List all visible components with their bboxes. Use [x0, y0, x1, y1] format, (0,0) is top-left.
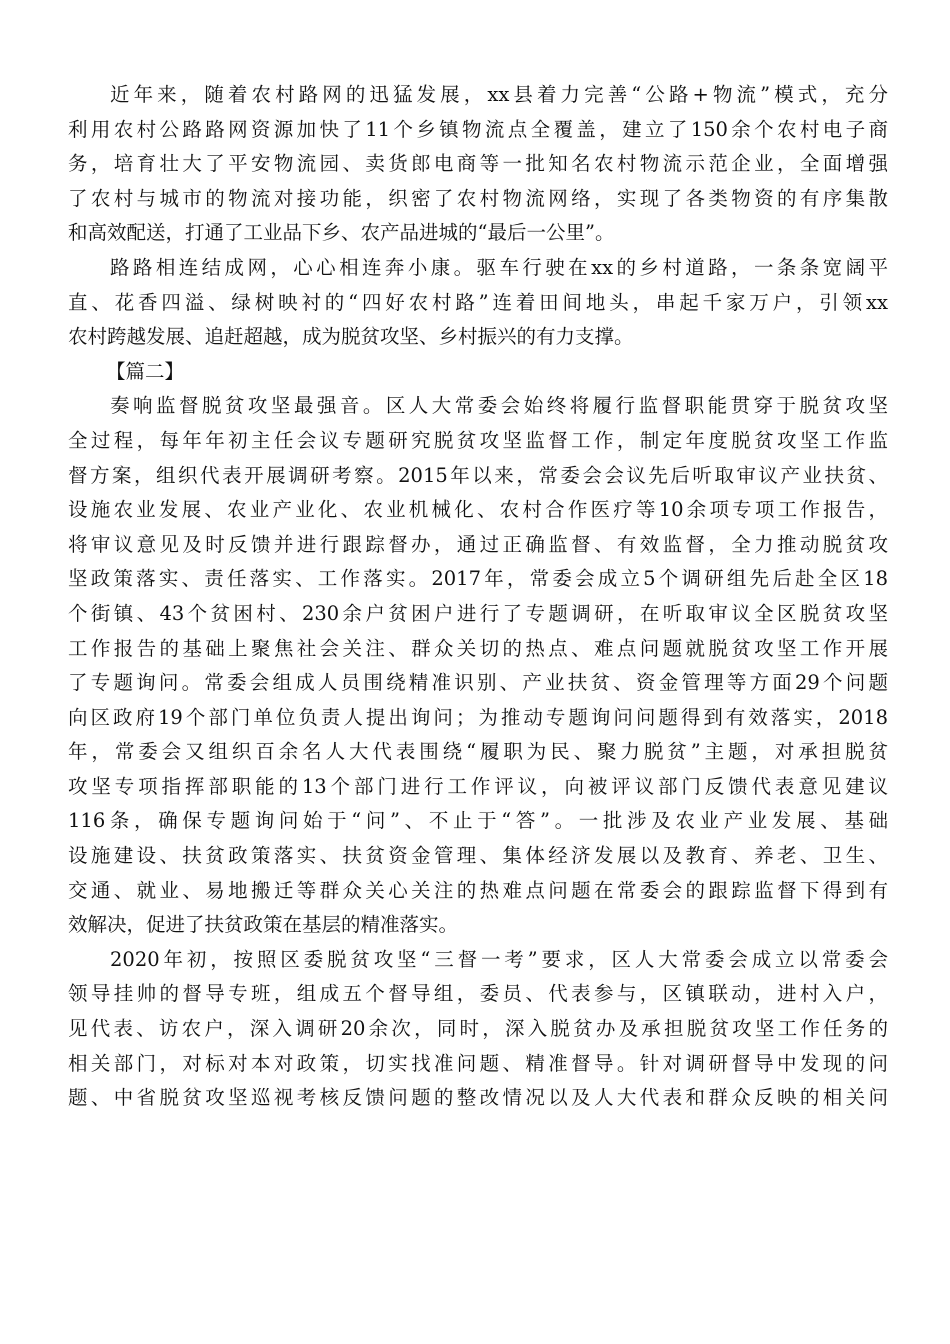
paragraph-4 [68, 943, 888, 1116]
text-line: 工作报告的基础上聚焦社会关注、群众关切的热点、难点问题就脱贫攻坚工作开展 [68, 636, 888, 660]
text-line: 领导挂帅的督导专班，组成五个督导组，委员、代表参与，区镇联动，进村入户， [68, 982, 888, 1006]
text-line: 见代表、访农户，深入调研20余次，同时，深入脱贫办及承担脱贫攻坚工作任务的 [68, 1017, 888, 1041]
text-line: 将审议意见及时反馈并进行跟踪督办，通过正确监督、有效监督，全力推动脱贫攻 [68, 532, 888, 556]
paragraph-2 [68, 251, 888, 355]
section-heading [68, 355, 888, 390]
text-line: 利用农村公路路网资源加快了11个乡镇物流点全覆盖，建立了150余个农村电子商 [68, 117, 888, 141]
text-line: 设施建设、扶贫政策落实、扶贫资金管理、集体经济发展以及教育、养老、卫生、 [68, 844, 888, 868]
text-line: 个街镇、43个贫困村、230余户贫困户进行了专题调研，在听取审议全区脱贫攻坚 [68, 601, 888, 625]
text-line: 了专题询问。常委会组成人员围绕精准识别、产业扶贫、资金管理等方面29个问题 [68, 671, 888, 695]
text-line: 全过程，每年年初主任会议专题研究脱贫攻坚监督工作，制定年度脱贫攻坚工作监 [68, 428, 888, 452]
text-line: 2020年初，按照区委脱贫攻坚“三督一考”要求，区人大常委会成立以常委会 [110, 947, 888, 971]
text-line: 交通、就业、易地搬迁等群众关心关注的热难点问题在常委会的跟踪监督下得到有 [68, 878, 888, 902]
text-line: 和高效配送，打通了工业品下乡、农产品进城的“最后一公里”。 [68, 221, 615, 245]
text-line: 务，培育壮大了平安物流园、卖货郎电商等一批知名农村物流示范企业，全面增强 [68, 152, 888, 176]
text-line: 设施农业发展、农业产业化、农业机械化、农村合作医疗等10余项专项工作报告， [68, 498, 888, 522]
paragraph-1 [68, 78, 888, 251]
text-line: 攻坚专项指挥部职能的13个部门进行工作评议，向被评议部门反馈代表意见建议 [68, 774, 888, 798]
text-line: 奏响监督脱贫攻坚最强音。区人大常委会始终将履行监督职能贯穿于脱贫攻坚 [110, 394, 888, 418]
text-line: 直、花香四溢、绿树映衬的“四好农村路”连着田间地头，串起千家万户，引领xx [68, 290, 888, 314]
section-heading-text: 【篇二】 [106, 359, 185, 383]
text-line: 坚政策落实、责任落实、工作落实。2017年，常委会成立5个调研组先后赴全区18 [68, 567, 888, 591]
paragraph-3 [68, 389, 888, 943]
text-line: 近年来，随着农村路网的迅猛发展，xx县着力完善“公路+物流”模式，充分 [110, 83, 888, 106]
text-line: 路路相连结成网，心心相连奔小康。驱车行驶在xx的乡村道路，一条条宽阔平 [110, 255, 888, 279]
document-page [68, 78, 888, 1116]
text-line: 了农村与城市的物流对接功能，织密了农村物流网络，实现了各类物资的有序集散 [68, 186, 888, 210]
text-line: 相关部门，对标对本对政策，切实找准问题、精准督导。针对调研督导中发现的问 [68, 1051, 888, 1075]
text-line: 农村跨越发展、追赶超越，成为脱贫攻坚、乡村振兴的有力支撑。 [68, 325, 634, 349]
text-line: 题、中省脱贫攻坚巡视考核反馈问题的整改情况以及人大代表和群众反映的相关问 [68, 1086, 888, 1110]
text-line: 督方案，组织代表开展调研考察。2015年以来，常委会会议先后听取审议产业扶贫、 [68, 463, 888, 487]
text-line: 116条，确保专题询问始于“问”、不止于“答”。一批涉及农业产业发展、基础 [68, 809, 888, 833]
text-line: 效解决，促进了扶贫政策在基层的精准落实。 [68, 913, 459, 937]
text-line: 年，常委会又组织百余名人大代表围绕“履职为民、聚力脱贫”主题，对承担脱贫 [68, 740, 888, 764]
text-line: 向区政府19个部门单位负责人提出询问；为推动专题询问问题得到有效落实，2018 [68, 705, 888, 729]
